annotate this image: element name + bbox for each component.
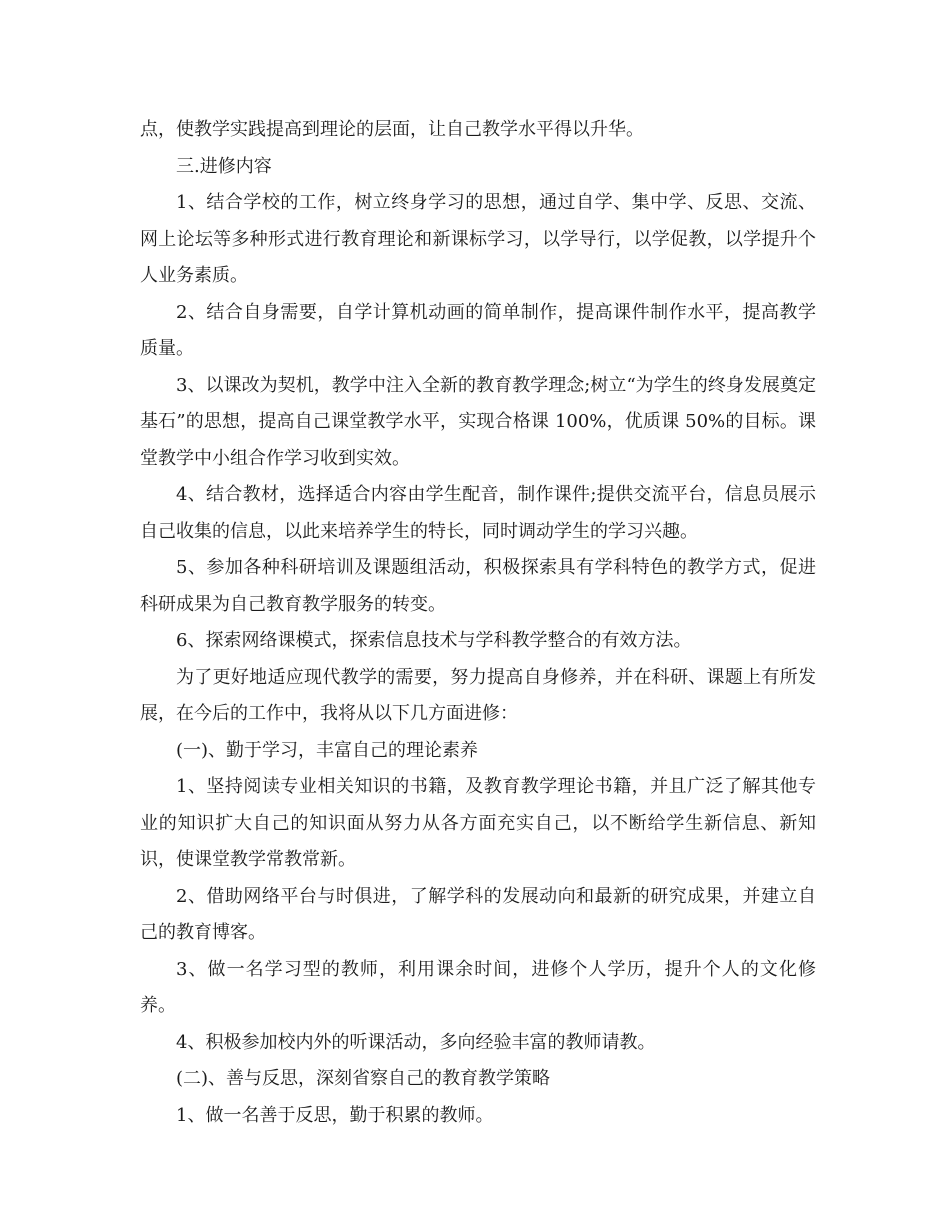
paragraph-item-5: 5、参加各种科研培训及课题组活动，积极探索具有学科特色的教学方式，促进科研成果为自己教育教学服务的转变。 xyxy=(140,557,816,615)
section-heading-study-content: 三.进修内容 xyxy=(176,155,272,177)
paragraph-item-3: 3、以课改为契机，教学中注入全新的教育教学理念;树立“为学生的终身发展奠定基石”的思想，提高自己课堂教学水平，实现合格课 100%，优质课 50%的目标。课堂教学中小组合作学习收到实效。 xyxy=(140,374,816,469)
paragraph-intro: 为了更好地适应现代教学的需要，努力提高自身修养，并在科研、课题上有所发展，在今后的工作中，我将从以下几方面进修： xyxy=(140,666,816,724)
paragraph-item-4: 4、结合教材，选择适合内容由学生配音，制作课件;提供交流平台，信息员展示自己收集的信息，以此来培养学生的特长，同时调动学生的学习兴趣。 xyxy=(140,484,816,542)
paragraph-sub1-item-3: 3、做一名学习型的教师，利用课余时间，进修个人学历，提升个人的文化修养。 xyxy=(140,958,816,1016)
subsection-heading-2: (二)、善与反思，深刻省察自己的教育教学策略 xyxy=(176,1068,551,1089)
paragraph-sub1-item-4: 4、积极参加校内外的听课活动，多向经验丰富的教师请教。 xyxy=(176,1031,656,1053)
subsection-heading-1: (一)、勤于学习，丰富自己的理论素养 xyxy=(176,739,479,761)
paragraph-sub1-item-1: 1、坚持阅读专业相关知识的书籍，及教育教学理论书籍，并且广泛了解其他专业的知识扩大自己的知识面从努力从各方面充实自己，以不断给学生新信息、新知识，使课堂教学常教常新。 xyxy=(140,776,816,870)
paragraph-item-2: 2、结合自身需要，自学计算机动画的简单制作，提高课件制作水平，提高教学质量。 xyxy=(140,301,816,359)
paragraph-item-1: 1、结合学校的工作，树立终身学习的思想，通过自学、集中学、反思、交流、网上论坛等多种形式进行教育理论和新课标学习，以学导行，以学促教，以学提升个人业务素质。 xyxy=(140,192,816,286)
paragraph-item-6: 6、探索网络课模式，探索信息技术与学科教学整合的有效方法。 xyxy=(176,630,692,651)
document-body xyxy=(140,112,816,1134)
paragraph-continuation: 点，使教学实践提高到理论的层面，让自己教学水平得以升华。 xyxy=(140,119,644,140)
paragraph-sub1-item-2: 2、借助网络平台与时俱进，了解学科的发展动向和最新的研究成果，并建立自己的教育博客。 xyxy=(140,885,816,943)
paragraph-sub2-item-1: 1、做一名善于反思，勤于积累的教师。 xyxy=(176,1104,494,1126)
